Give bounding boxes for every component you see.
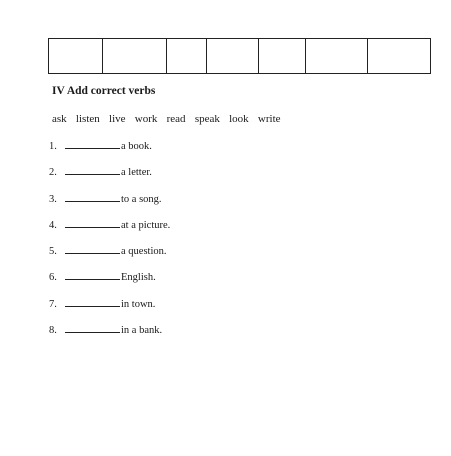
answer-cell-7[interactable] [368,39,430,73]
exercise-text: at a picture. [121,220,171,231]
exercise-number: 2. [49,167,57,178]
exercise-text: English. [121,272,156,283]
exercise-number: 8. [49,325,57,336]
exercise-item-2 [49,165,152,178]
exercise-number: 5. [49,246,57,257]
answer-blank[interactable] [65,139,120,149]
word-bank-item: speak [194,113,220,125]
word-bank-item: work [134,113,158,125]
word-bank-item: live [109,113,126,125]
answer-cell-1[interactable] [49,39,103,73]
answer-blank[interactable] [65,297,120,307]
exercise-item-7 [49,297,155,310]
exercise-number: 1. [49,141,57,152]
answer-cell-5[interactable] [259,39,306,73]
exercise-text: a letter. [121,167,152,178]
word-bank-item: listen [75,113,100,125]
exercise-text: a question. [121,246,167,257]
exercise-number: 4. [49,220,57,231]
word-bank-item: ask [52,113,67,125]
exercise-number: 3. [49,194,57,205]
exercise-item-1 [49,139,152,152]
answer-blank[interactable] [65,270,120,280]
exercise-item-3 [49,192,162,205]
exercise-item-4 [49,218,170,231]
answer-cell-2[interactable] [103,39,168,73]
answer-table [48,38,431,74]
answer-blank[interactable] [65,244,120,254]
word-bank-item: look [229,113,249,125]
exercise-item-6 [49,270,156,283]
exercise-number: 6. [49,272,57,283]
exercise-text: in a bank. [121,325,163,336]
answer-cell-3[interactable] [167,39,207,73]
exercise-text: to a song. [121,194,162,205]
exercise-item-8 [49,323,162,336]
exercise-text: a book. [121,141,152,152]
answer-blank[interactable] [65,165,120,175]
answer-blank[interactable] [65,218,120,228]
answer-cell-6[interactable] [306,39,369,73]
exercise-number: 7. [49,299,57,310]
word-bank-item: write [257,113,281,125]
exercise-text: in town. [121,299,156,310]
answer-blank[interactable] [65,323,120,333]
word-bank-item: read [166,113,186,125]
exercise-item-5 [49,244,167,257]
answer-blank[interactable] [65,192,120,202]
answer-cell-4[interactable] [207,39,259,73]
section-title: IV Add correct verbs [52,85,156,97]
word-bank [52,113,287,125]
